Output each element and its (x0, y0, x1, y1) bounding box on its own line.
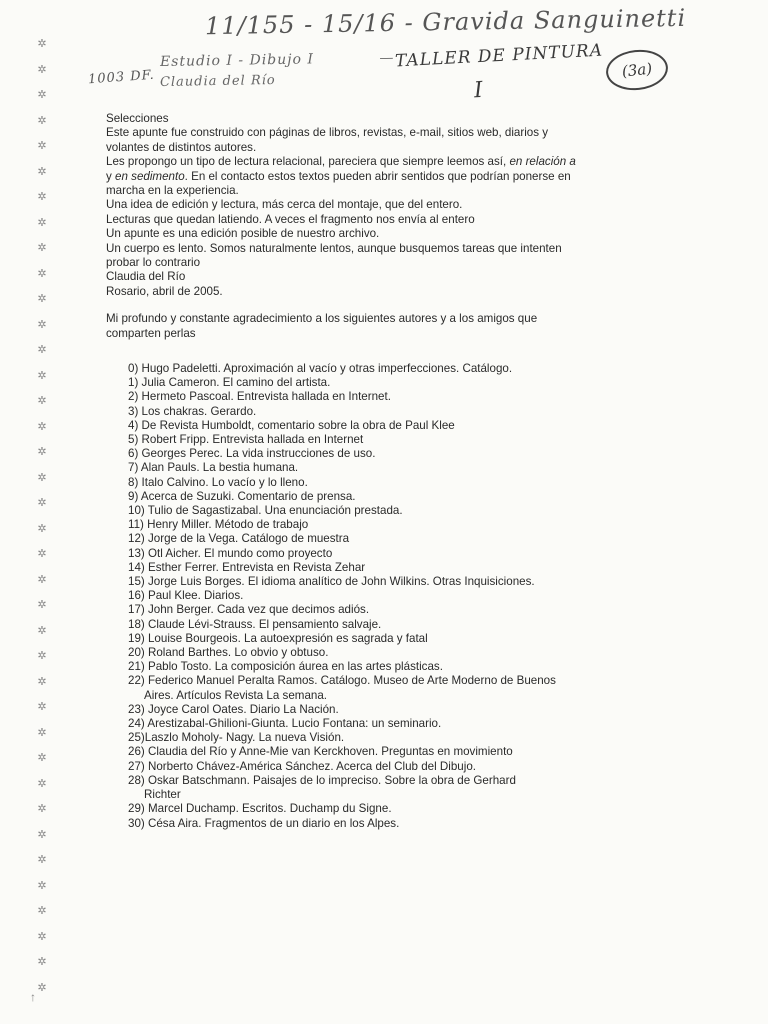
binding-mark-icon: ✲ (37, 368, 47, 382)
binding-mark-icon: ✲ (37, 343, 47, 356)
binding-mark-icon: ✲ (37, 419, 47, 433)
binding-mark-icon: ✲ (37, 62, 47, 76)
list-item (128, 490, 608, 504)
list-item-text: 15) Jorge Luis Borges. El idioma analítico de John Wilkins. Otras Inquisiciones. (128, 575, 535, 589)
list-item-text: 24) Arestizabal-Ghilioni-Giunta. Lucio Fontana: un seminario. (128, 717, 442, 731)
binding-mark-icon: ✲ (37, 929, 47, 943)
list-item (128, 390, 608, 404)
list-item (128, 504, 608, 518)
list-item (128, 802, 608, 816)
list-item (128, 745, 608, 759)
list-item-text: 11) Henry Miller. Método de trabajo (128, 518, 309, 532)
binding-mark-icon: ✲ (37, 113, 47, 127)
list-item (128, 447, 608, 461)
binding-mark-icon: ✲ (37, 751, 47, 764)
list-item-text: 3) Los chakras. Gerardo. (128, 404, 257, 418)
binding-mark-icon: ✲ (37, 725, 47, 739)
list-item (128, 461, 608, 475)
list-item-text: 2) Hermeto Pascoal. Entrevista hallada en Internet. (128, 390, 391, 404)
intro-section (106, 112, 646, 341)
list-item-text: 17) John Berger. Cada vez que decimos adiós. (128, 603, 370, 617)
intro-line: Les propongo un tipo de lectura relacional, pareciera que siempre leemos así, en relación a (106, 155, 576, 169)
list-item-continuation: Aires. Artículos Revista La semana. (144, 688, 328, 702)
binding-mark-icon: ✲ (37, 547, 47, 560)
list-item (128, 476, 608, 490)
handwritten-left-note: 1003 DF. (87, 67, 156, 88)
handwritten-numeral: I (473, 77, 485, 104)
list-item-text: 14) Esther Ferrer. Entrevista en Revista Zehar (128, 560, 366, 574)
binding-mark-icon: ✲ (37, 623, 47, 637)
list-item (128, 674, 608, 702)
binding-mark-icon: ✲ (37, 266, 47, 280)
list-item-text: 18) Claude Lévi-Strauss. El pensamiento salvaje. (128, 617, 382, 631)
list-item (128, 376, 608, 390)
list-item (128, 547, 608, 561)
binding-mark-icon: ✲ (37, 470, 47, 484)
list-item-text: 0) Hugo Padeletti. Aproximación al vacío y otras imperfecciones. Catálogo. (128, 362, 513, 375)
list-item-continuation: Richter (144, 788, 181, 802)
binding-mark-icon: ✲ (37, 88, 47, 101)
handwritten-header: 11/155 - 15/16 - Gravida Sanguinetti (204, 3, 687, 41)
list-item-text: 27) Norberto Chávez-América Sánchez. Acerca del Club del Dibujo. (128, 759, 476, 773)
binding-mark-icon: ✲ (37, 139, 47, 152)
list-item (128, 561, 608, 575)
handwritten-dash: — (379, 49, 395, 67)
thanks-line: comparten perlas (106, 326, 196, 340)
list-item-text: 23) Joyce Carol Oates. Diario La Nación. (128, 702, 339, 716)
list-item (128, 646, 608, 660)
binding-mark-icon: ✲ (37, 521, 47, 535)
intro-line: Un cuerpo es lento. Somos naturalmente lentos, aunque busquemos tareas que intenten (106, 241, 562, 255)
binding-mark-icon: ✲ (37, 317, 47, 331)
list-item-text: 1) Julia Cameron. El camino del artista. (128, 376, 331, 390)
binding-mark-icon: ✲ (37, 445, 47, 458)
grade-circle (604, 47, 670, 93)
intro-line: probar lo contrario (106, 256, 201, 270)
list-item (128, 618, 608, 632)
list-item (128, 405, 608, 419)
handwritten-course (160, 50, 395, 70)
list-item-text: 8) Italo Calvino. Lo vacío y lo lleno. (128, 475, 308, 489)
binding-mark-icon: ✲ (37, 37, 47, 50)
intro-text (106, 112, 646, 299)
list-item (128, 817, 608, 831)
binding-mark-icon: ✲ (37, 980, 47, 994)
list-item (128, 433, 608, 447)
binding-mark-icon: ✲ (37, 853, 47, 866)
binding-mark-icon: ✲ (37, 164, 47, 178)
list-item (128, 731, 608, 745)
list-item (128, 518, 608, 532)
list-item-text: 22) Federico Manuel Peralta Ramos. Catálogo. Museo de Arte Moderno de Buenos (128, 674, 556, 688)
intro-line: Una idea de edición y lectura, más cerca del montaje, que del entero. (106, 198, 463, 212)
intro-line: Claudia del Río (106, 270, 186, 284)
list-item (128, 603, 608, 617)
binding-mark-icon: ✲ (37, 878, 47, 892)
binding-mark-icon: ✲ (37, 955, 47, 968)
list-item (128, 774, 608, 802)
list-item-text: 6) Georges Perec. La vida instrucciones de uso. (128, 447, 376, 461)
binding-mark-icon: ✲ (37, 190, 47, 203)
list-item-text: 25)Laszlo Moholy- Nagy. La nueva Visión. (128, 731, 345, 745)
binding-mark-icon: ✲ (37, 674, 47, 688)
list-item (128, 760, 608, 774)
intro-line: Lecturas que quedan latiendo. A veces el fragmento nos envía al entero (106, 212, 475, 226)
intro-line: y en sedimento. En el contacto estos textos pueden abrir sentidos que podrían ponerse en (106, 169, 571, 183)
list-item-text: 13) Otl Aicher. El mundo como proyecto (128, 546, 333, 560)
list-item (128, 362, 608, 376)
binding-mark-icon: ✲ (37, 649, 47, 662)
intro-line: Este apunte fue construido con páginas de libros, revistas, e-mail, sitios web, diarios y (106, 126, 549, 140)
thanks-line: Mi profundo y constante agradecimiento a los siguientes autores y a los amigos que (106, 312, 538, 326)
list-item-text: 5) Robert Fripp. Entrevista hallada en Internet (128, 433, 364, 447)
thanks-text (106, 312, 646, 341)
list-item-text: 9) Acerca de Suzuki. Comentario de prensa. (128, 489, 356, 503)
binding-mark-icon: ✲ (37, 827, 47, 841)
binding-mark-icon: ✲ (37, 215, 47, 229)
list-item-text: 20) Roland Barthes. Lo obvio y obtuso. (128, 646, 329, 660)
intro-line: Un apunte es una edición posible de nuestro archivo. (106, 227, 380, 241)
list-item-text: 29) Marcel Duchamp. Escritos. Duchamp du Signe. (128, 802, 392, 816)
binding-mark-icon: ✲ (37, 241, 47, 254)
list-item-text: 7) Alan Pauls. La bestia humana. (128, 461, 299, 475)
intro-line: Rosario, abril de 2005. (106, 284, 223, 298)
list-item (128, 703, 608, 717)
binding-mark-icon: ✲ (37, 776, 47, 790)
reference-list (128, 362, 608, 831)
list-item (128, 632, 608, 646)
list-item-text: 28) Oskar Batschmann. Paisajes de lo impreciso. Sobre la obra de Gerhard (128, 773, 516, 787)
handwritten-course-label: Estudio I - Dibujo I (159, 51, 315, 71)
binding-mark-icon: ✲ (37, 292, 47, 305)
handwritten-taller: TALLER DE PINTURA (394, 40, 604, 72)
intro-heading: Selecciones (106, 112, 169, 125)
corner-arrow-icon: ↑ (30, 990, 36, 1004)
binding-mark-icon: ✲ (37, 572, 47, 586)
list-item-text: 21) Pablo Tosto. La composición áurea en las artes plásticas. (128, 660, 443, 674)
grade-text: (3a) (621, 59, 653, 81)
list-item-text: 19) Louise Bourgeois. La autoexpresión es sagrada y fatal (128, 631, 428, 645)
binding-mark-icon: ✲ (37, 904, 47, 917)
intro-line: volantes de distintos autores. (106, 140, 257, 154)
list-item (128, 419, 608, 433)
list-item-text: 4) De Revista Humboldt, comentario sobre la obra de Paul Klee (128, 418, 455, 432)
list-item-text: 12) Jorge de la Vega. Catálogo de muestra (128, 532, 350, 546)
handwritten-author: Claudia del Río (159, 72, 276, 91)
binding-mark-icon: ✲ (37, 700, 47, 713)
list-item (128, 660, 608, 674)
list-item-text: 26) Claudia del Río y Anne-Mie van Kerckhoven. Preguntas en movimiento (128, 745, 513, 759)
list-item (128, 532, 608, 546)
list-item (128, 717, 608, 731)
list-item-text: 30) Césa Aira. Fragmentos de un diario en los Alpes. (128, 816, 400, 830)
binding-mark-icon: ✲ (37, 394, 47, 407)
list-item-text: 16) Paul Klee. Diarios. (128, 589, 244, 603)
binding-mark-icon: ✲ (37, 496, 47, 509)
list-item (128, 589, 608, 603)
list-item-text: 10) Tulio de Sagastizabal. Una enunciación prestada. (128, 504, 403, 518)
list-item (128, 575, 608, 589)
binding-mark-icon: ✲ (37, 802, 47, 815)
binding-margin (34, 38, 54, 1018)
binding-mark-icon: ✲ (37, 598, 47, 611)
intro-line: marcha en la experiencia. (106, 184, 239, 198)
